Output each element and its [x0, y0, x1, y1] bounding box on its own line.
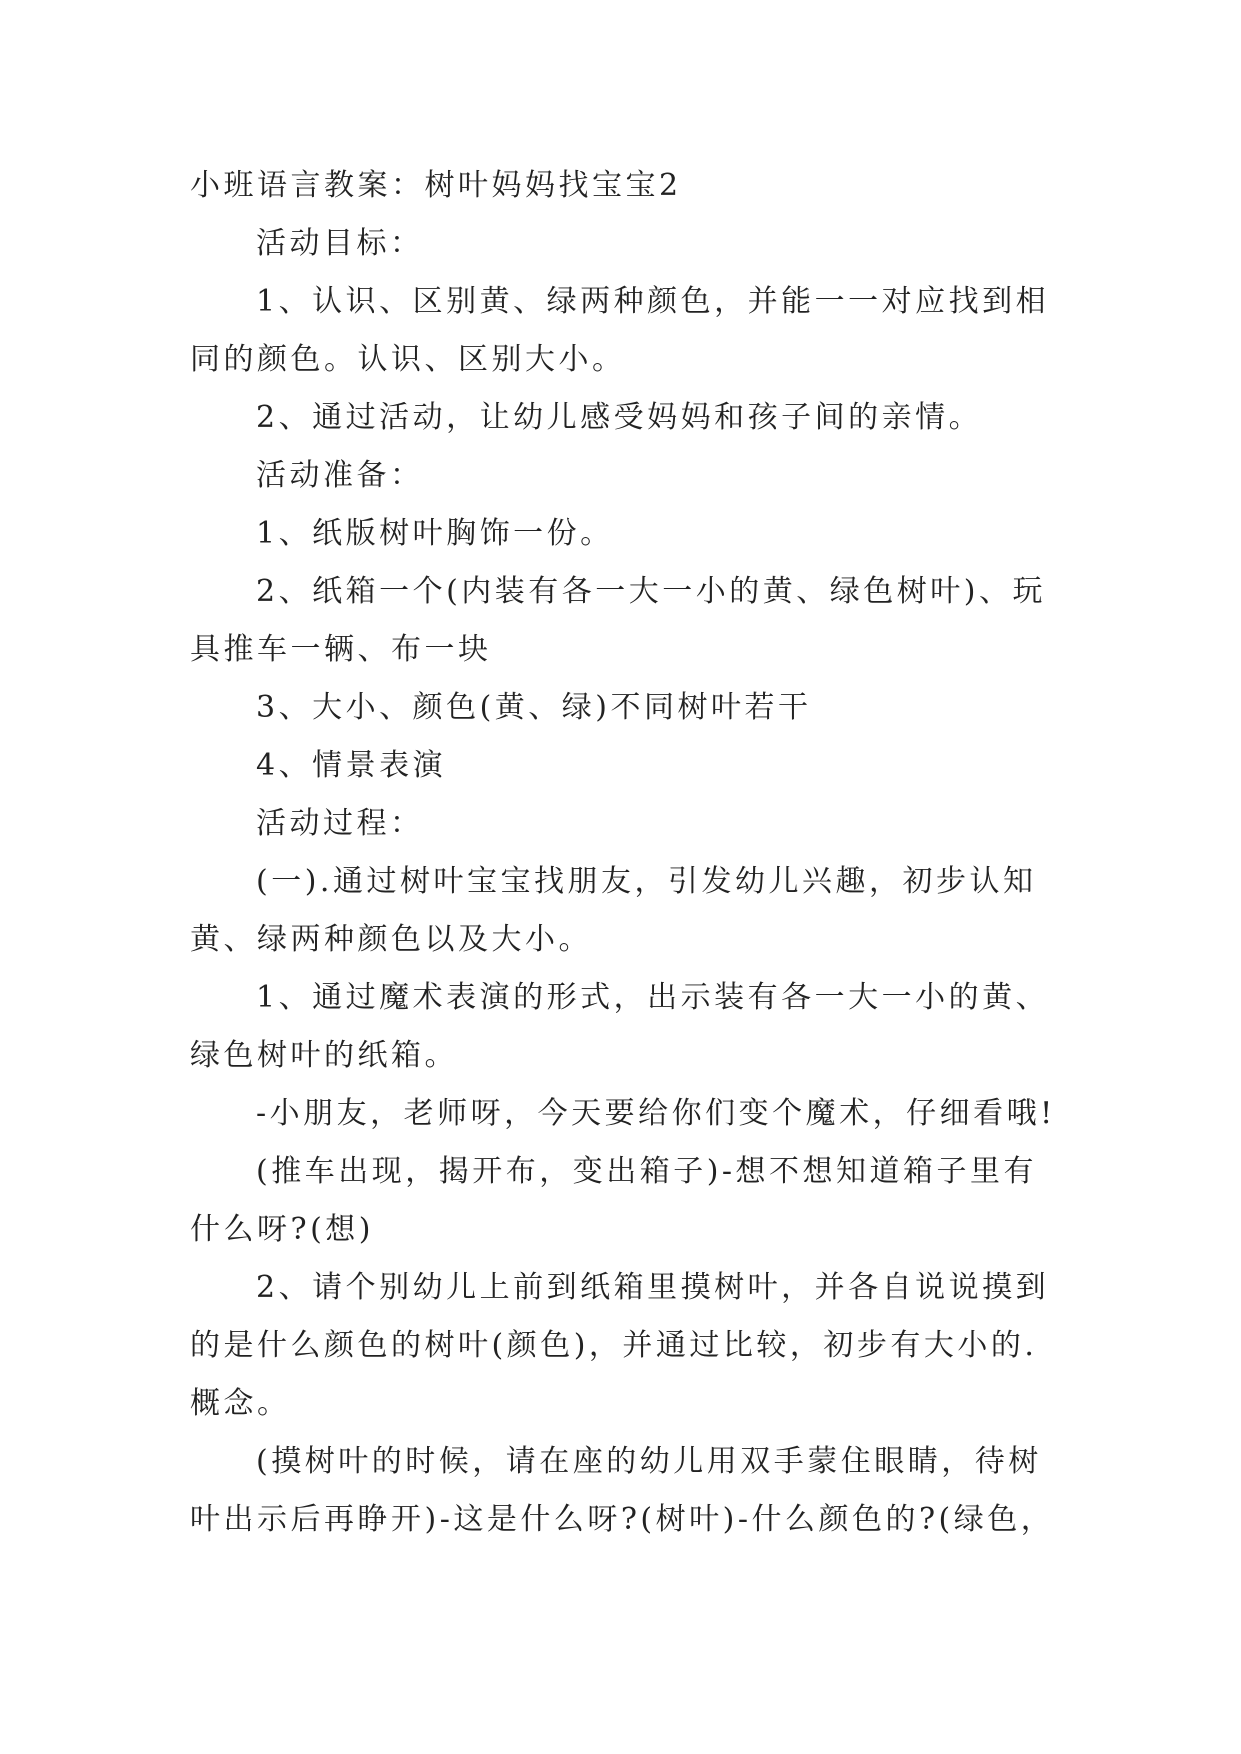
paragraph: 3、大小、颜色(黄、绿)不同树叶若干 — [256, 690, 812, 725]
section-heading-goals: 活动目标： — [256, 226, 424, 261]
section-heading-preparation: 活动准备： — [256, 458, 424, 493]
paragraph: (推车出现，揭开布，变出箱子)-想不想知道箱子里有什么呀?(想) — [190, 1154, 1038, 1247]
paragraph: 1、认识、区别黄、绿两种颜色，并能一一对应找到相同的颜色。认识、区别大小。 — [190, 284, 1050, 377]
paragraph: 2、通过活动，让幼儿感受妈妈和孩子间的亲情。 — [256, 400, 983, 435]
paragraph: 1、纸版树叶胸饰一份。 — [256, 516, 614, 551]
paragraph: (摸树叶的时候，请在座的幼儿用双手蒙住眼睛，待树叶出示后再睁开)-这是什么呀?(树叶)-什么颜色的?(绿色， — [190, 1444, 1055, 1537]
section-heading-process: 活动过程： — [256, 806, 424, 841]
paragraph: 2、纸箱一个(内装有各一大一小的黄、绿色树叶)、玩具推车一辆、布一块 — [190, 574, 1046, 667]
paragraph: 2、请个别幼儿上前到纸箱里摸树叶，并各自说说摸到的是什么颜色的树叶(颜色)，并通过比较，初步有大小的.概念。 — [190, 1270, 1050, 1421]
document-body — [190, 157, 1070, 1549]
paragraph: -小朋友，老师呀，今天要给你们变个魔术，仔细看哦! — [256, 1096, 1056, 1131]
document-title: 小班语言教案：树叶妈妈找宝宝2 — [190, 168, 682, 203]
paragraph: 4、情景表演 — [256, 748, 447, 783]
paragraph: 1、通过魔术表演的形式，出示装有各一大一小的黄、绿色树叶的纸箱。 — [190, 980, 1050, 1073]
paragraph: (一).通过树叶宝宝找朋友，引发幼儿兴趣，初步认知黄、绿两种颜色以及大小。 — [190, 864, 1037, 957]
